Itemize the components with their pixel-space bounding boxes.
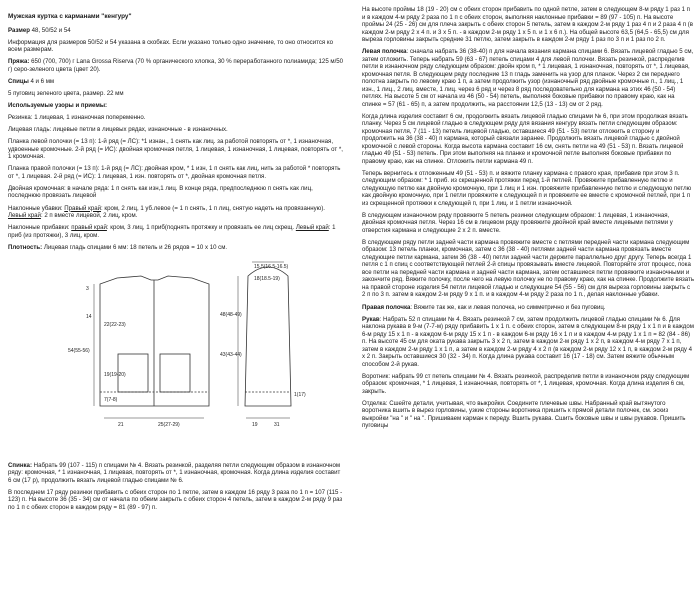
pattern-title: Мужская куртка с карманами "кенгуру" <box>8 13 132 20</box>
increase-right-label: правый край <box>71 224 107 232</box>
rib-paragraph: В следующем изнаночном ряду провяжите 5 петель резинки следующим образом: 1 лицевая, 1 изнаночная, двойная кромочная петля. Через 16 см в лицевом ряду провяжите двойной край вместе лицевыми петлями у отверстия кармана и следующие 2 х 2 п. вместе. <box>362 211 673 234</box>
pocket-paragraph: Когда длина изделия составит 6 см, продолжить вязать лицевой гладью спицами № 6, при этом продолжая вязать планку. Через 5 см лицевой гладью в следующем ряду для вязания кенгуру вязать петли следующим образом: кромочная петля, 7 (11 - 13) петель лицевой гладью, оставшиеся 49 (51 - 53) петли отложить в сторону и продолжить на 36 (38 - 40) п кармана, который связали заранее. Продолжить вязать лицевой гладью с двойной кромочной с левой стороны. Когда высота кармана составит 16 см, снять петли на 49 (51 - 53) п. Вязать лицевой гладью 49 (51 - 53) петель. При этом выполняя на планке и кромочной петле выполняя боковые прибавки по правому краю, как на спинке. Отложить петли кармана 49 п. <box>362 112 688 165</box>
sleeve-label: Рукав <box>362 315 380 323</box>
sleeve-top-label: 18(18.5-19) <box>254 275 280 282</box>
back-text: Набрать 99 (107 - 115) п спицами № 4. Вязать резинкой, разделяя петли следующим образом в изнаночном ряду: кромочная, * 1 изнаночная, 1 лицевая, повторять от *, 1 изнаночная, кромочная. Когда длина изделия составит 6 см (17 р), продолжить вязать лицевой гладью спицами № 6. <box>8 461 341 484</box>
decrease-right-label: Правый край <box>64 204 102 212</box>
back-paragraph-2: В последнем 17 ряду резинки прибавить с обеих сторон по 1 петле, затем в каждом 16 ряду 3 раза по 1 п = 107 (115 - 123) п. На высоте 36 (35 - 34) см от начала по обеим закрыть с обеих сторон 4 петель, затем в каждом 2-м ряду 9 раз по 1 п с обеих сторон в каждом ряду = 81 (89 - 97) п. <box>8 488 343 511</box>
schematic-labels <box>68 264 306 428</box>
back-continued: На высоте проймы 18 (19 - 20) см с обеих сторон прибавить по одной петле, затем в следующем 8-м ряду 1 раз 1 п и в каждом 4-м ряду 2 раза по 1 п с обеих сторон, выполняя наклонные прибавки = 89 (97 - 105) п. На высоте проймы 24 (25 - 26) см для плеча закрыть с обеих сторон 5 петель, затем в каждом 2-м ряду 1 раз 4 п и 2 раза 4 п (в каждом 2-м ряду 2 х 4 п. и 3 х 5 п. - в каждом 2-м ряду 1 х 5 п. и 1 х 6 п.). На общей высоте 63,5 (64,5 - 65,5) см для выреза горловины закрыть средние 31 петлю, затем закрыть в каждом 2-м ряду 1 раз по 3 п и 1 раз по 2 п. <box>362 6 693 43</box>
buttons-line: 5 пуговиц зеленого цвета, размер. 22 мм <box>8 89 124 97</box>
rib-line: Резинка: 1 лицевая, 1 изнаночная попеременно. <box>8 114 146 122</box>
collar-label: Воротник <box>362 372 389 380</box>
schematic-svg <box>8 256 345 442</box>
right-band-line: Планка правой полочки (= 13 п): 1-й ряд (= ЛС): двойная кром, * 1 изн, 1 п снять как лиц, нить за работой * повторять от *, 1 лицевая. 2-й ряд (= ИС): 1 лицевая, 1 изн. повторять от *, двойная кромочная петля. <box>8 165 341 180</box>
increase-start: Наклонные прибавки: <box>8 224 72 232</box>
body-bottom-label: 25(27-29) <box>158 421 180 428</box>
gauge-label: Плотность: <box>8 243 43 251</box>
size-label: Размер <box>8 26 30 34</box>
right-column <box>362 6 694 434</box>
collar-paragraph <box>362 373 694 396</box>
body-outline <box>100 276 209 406</box>
left-measure-label: 19(19-20) <box>104 371 126 378</box>
sleeve-side-label: 1(17) <box>294 391 306 398</box>
sleeve-bottom-label: 19 <box>252 421 258 428</box>
pocket-band-paragraph: Теперь вернитесь к отложенным 49 (51 - 53) п. и вяжите планку кармана с правого края, прибавив при этом 3 п. следующим образом: * 1 приб. из скрещенной протяжки перед 1-й петлей. Провяжите прибавленную петлю и следующую петлю как двойную кромочную, при 1 лиц и 1 изн. провяжите прибавленную петлю и следующую петлю как двойную кромочную, при 1 петли провяжите к следующей п и провяжите ее вместе с кромочной петлей, при 1 п из скрещенной протяжки к следующей п, при 1 лиц. и 1 петли изнаночной. <box>362 169 692 207</box>
sleeve-side-label: 43(43-44) <box>220 351 242 358</box>
sleeve-bottom-label: 31 <box>274 421 280 428</box>
decrease-right-text: : кром, 2 лиц, 1 уб.левое (= 1 п снять, 1 п лиц, снятую надеть на провязанную). <box>101 204 325 212</box>
sleeve-paragraph <box>362 316 694 369</box>
sleeve-side-label: 48(48-49) <box>220 311 242 318</box>
gauge-value: Лицевая гладь спицами 6 мм: 18 петель и 26 рядов = 10 x 10 см. <box>42 243 228 251</box>
body-bottom-label: 21 <box>118 421 124 428</box>
needles-label: Спицы <box>8 77 29 85</box>
gauge-line <box>8 244 345 252</box>
needles-value: 4 и 6 мм <box>28 77 55 85</box>
double-edge-line: Двойная кромочная: в начале ряда: 1 п снять как изн,1 лиц. В конце ряда, предпоследнюю п снять как лиц, последнюю провязать лицевой <box>8 184 313 200</box>
left-measure-label: 7(7-8) <box>104 396 118 403</box>
left-band-line: Планка левой полочки (= 13 п): 1-й ряд (= ЛС): *1 изнан., 1 снять как лиц. за работой повторять от *, 1 изнаночная, удвоенные кромочные. 2-й ряд (= ИС): двойная кромочная петля, 1 лицевая, 1 изнаночная, 1 лицевая, повторять от *, 1 кромочная. <box>8 138 343 161</box>
sleeve-outline <box>245 267 291 406</box>
decrease-start: Наклонные убавки: <box>8 204 65 212</box>
decrease-left-text: : 2 п вместе лицевой, 2 лиц, кром. <box>40 212 138 220</box>
increase-line <box>8 224 345 239</box>
increase-right-text: : кром, 3 лиц, 1 приб(поднять протяжку и провязать ее лиц скрещ. <box>106 224 296 232</box>
left-front-label: Левая полочка <box>362 48 407 56</box>
left-measure-label: 54(55-56) <box>68 347 90 354</box>
back-label: Спинка: <box>8 461 32 469</box>
yarn-value: 650 (700, 700) г Lana Grossa Riserva (70 % органического хлопка, 30 % переработанного полиамида; 125 м/50 г) серо-зеленого цвета (цвет 20). <box>8 58 344 73</box>
sleeve-text: : Набрать 52 п спицами № 4. Вязать резинкой 7 см, затем продолжить лицевой гладью спицами № 6. Для наклона рукава в 9-м (7-7-м) ряду прибавить 1 х 1 п. с обеих сторон, затем в следующем 8-м ряду 1 х 1 п и в каждом 6-м ряду 15 х 1 п - в каждом 6-м ряду 15 х 1 п - в каждом 6-м ряду 16 х 1 п и в каждом 4-м ряду 1 х 1 п = 82 (84 - 86) п. На высоте 45 см для оката рукава закрыть 3 х 2 п, затем в каждом 2-м ряду 1 х 2 п, в каждом 4-м ряду 7 х 1 п, затем в каждом 2-м ряду 1 х 1 п, а затем в каждом 2-м ряду 4 х 2 п (в каждом 2-м ряду 12 х 1 п, в каждом 2-м ряду 4 х 2 п. Закрыть оставшиеся 30 (32 - 34) п. Когда длина рукава составит 16 (17 - 18) см. Затем вяжите обычным способом 2-й рукав. <box>362 315 694 368</box>
size-value: 48, 50/52 и 54 <box>29 26 71 34</box>
schematic-diagram <box>8 256 345 442</box>
yarn-label: Пряжа: <box>8 58 30 66</box>
left-column <box>8 0 345 516</box>
decrease-line <box>8 205 345 220</box>
increase-left-text: : 1 приб (из протяжки), 3 лиц, кром. <box>8 224 336 239</box>
right-front-paragraph <box>362 304 694 312</box>
needles-line <box>8 78 345 86</box>
stockinette-line: Лицевая гладь: лицевые петли в лицевых рядах, изнаночные - в изнаночных. <box>8 126 228 134</box>
size-info: Информация для размеров 50/52 и 54 указана в скобках. Если указано только одно значение, то оно относится ко всем размерам. <box>8 38 333 54</box>
left-front-paragraph <box>362 48 694 108</box>
sleeve-top-label: 15,5(16.5-16.5) <box>254 263 289 270</box>
left-measure-label: 14 <box>86 313 92 320</box>
back-paragraph <box>8 462 345 485</box>
join-paragraph: В следующем ряду петли задней части кармана провяжите вместе с петлями передней части кармана следующим образом: 13 петель планки, кромочная, затем с 36 (38 - 40) петлями задней части кармана провязать вместе следующие петли кармана, затем 36 (38 - 40) петли задней части держите параллельно друг другу. Теперь всегда 1 петля с 1 п спиц с соответствующей петлей 2-й спицы провязывать вместе лицевой. Повторяйте этот процесс, пока все петли на передней части кармана и задней части кармана, затем оставшиеся петли провяжите изнаночными и закончите ряд. Вяжите полочку, после чего на левую полочку не по правому краю, как на спинке. Продолжите вязать на правой стороне изделия 54 петли лицевой гладью и следующие 54 (55 - 56) см для выреза горловины закрыть с 2 п по 3 п. затем в каждом 2-м ряду 9 х 1 п. и в каждом 4-м ряду 2 раза по 1 п., делая наклонные убавки. <box>362 238 695 299</box>
left-measure-label: 3 <box>86 285 89 292</box>
right-front-text: : Вяжите так же, как и левая полочка, но симметрично и без пуговиц. <box>410 303 606 311</box>
dimension-lines <box>94 262 290 418</box>
left-measure-label: 22(22-23) <box>104 321 126 328</box>
decrease-left-label: Левый край <box>8 212 41 220</box>
yarn-line <box>8 58 345 73</box>
finishing-paragraph: Отделка: Сшейте детали, учитывая, что выкройки. Соедините плечевые швы. Набранный край вытянутого воротника вшить в вырез горловины, узкие стороны воротника пришить к прямой детали полочек, см. эскиз выкройки "на " и " на ". Пришиваем карман к переду. Вшить рукава. Сшить боковые швы и швы рукавов. Пришить пуговицы <box>362 399 686 430</box>
collar-text: : набрать 99 ст петель спицами № 4. Вязать резинкой, распределив петли в изнаночном ряду следующим образом: кромочная, * 1 лицевая, 1 изнаночная, повторять от *, 1 лицевая, кромочная. Когда длина изделия 6 см, закрыть. <box>362 372 690 395</box>
left-front-text: : сначала набрать 36 (38-40) п для начала вязания кармана спицами 6. Вязать лицевой гладью 5 см, затем отложить. Теперь набрать 59 (63 - 67) петель спицами 4 для левой полочки. Вязать резинкой, распределив петли в изнаночном ряду следующим образом: двойн кром п, * 1 лицевая, 1 изнаночная, повторять от *, 1 лицевая, кромочная петля. В следующем ряду последние 13 п гладь заменить на узор для планок. Через 2 см переднего полотна закрыть по левому краю 1 п, а затем продолжить узор (изнаночный ряд двойные кромочные п., 1 лиц., 1 изн., 1 лиц., 2 лиц. вместе, 1 лиц. через 6 ряд и через 8 ряд последовательно для кармана на этих 46 (50 - 54) петлях. На высоте 5 см от начала из 46 (50 - 54) петель, выполняя боковые прибавки по правому краю, как на спинке = 57 (61 - 65) п, а затем продолжить, на расстоянии 12,5 (13 - 13) см от 2 ряд. <box>362 48 694 108</box>
size-line <box>8 27 345 35</box>
increase-left-label: Левый край <box>295 224 329 232</box>
patterns-heading: Используемые узоры и приемы: <box>8 101 108 109</box>
right-front-label: Правая полочка <box>362 303 411 311</box>
